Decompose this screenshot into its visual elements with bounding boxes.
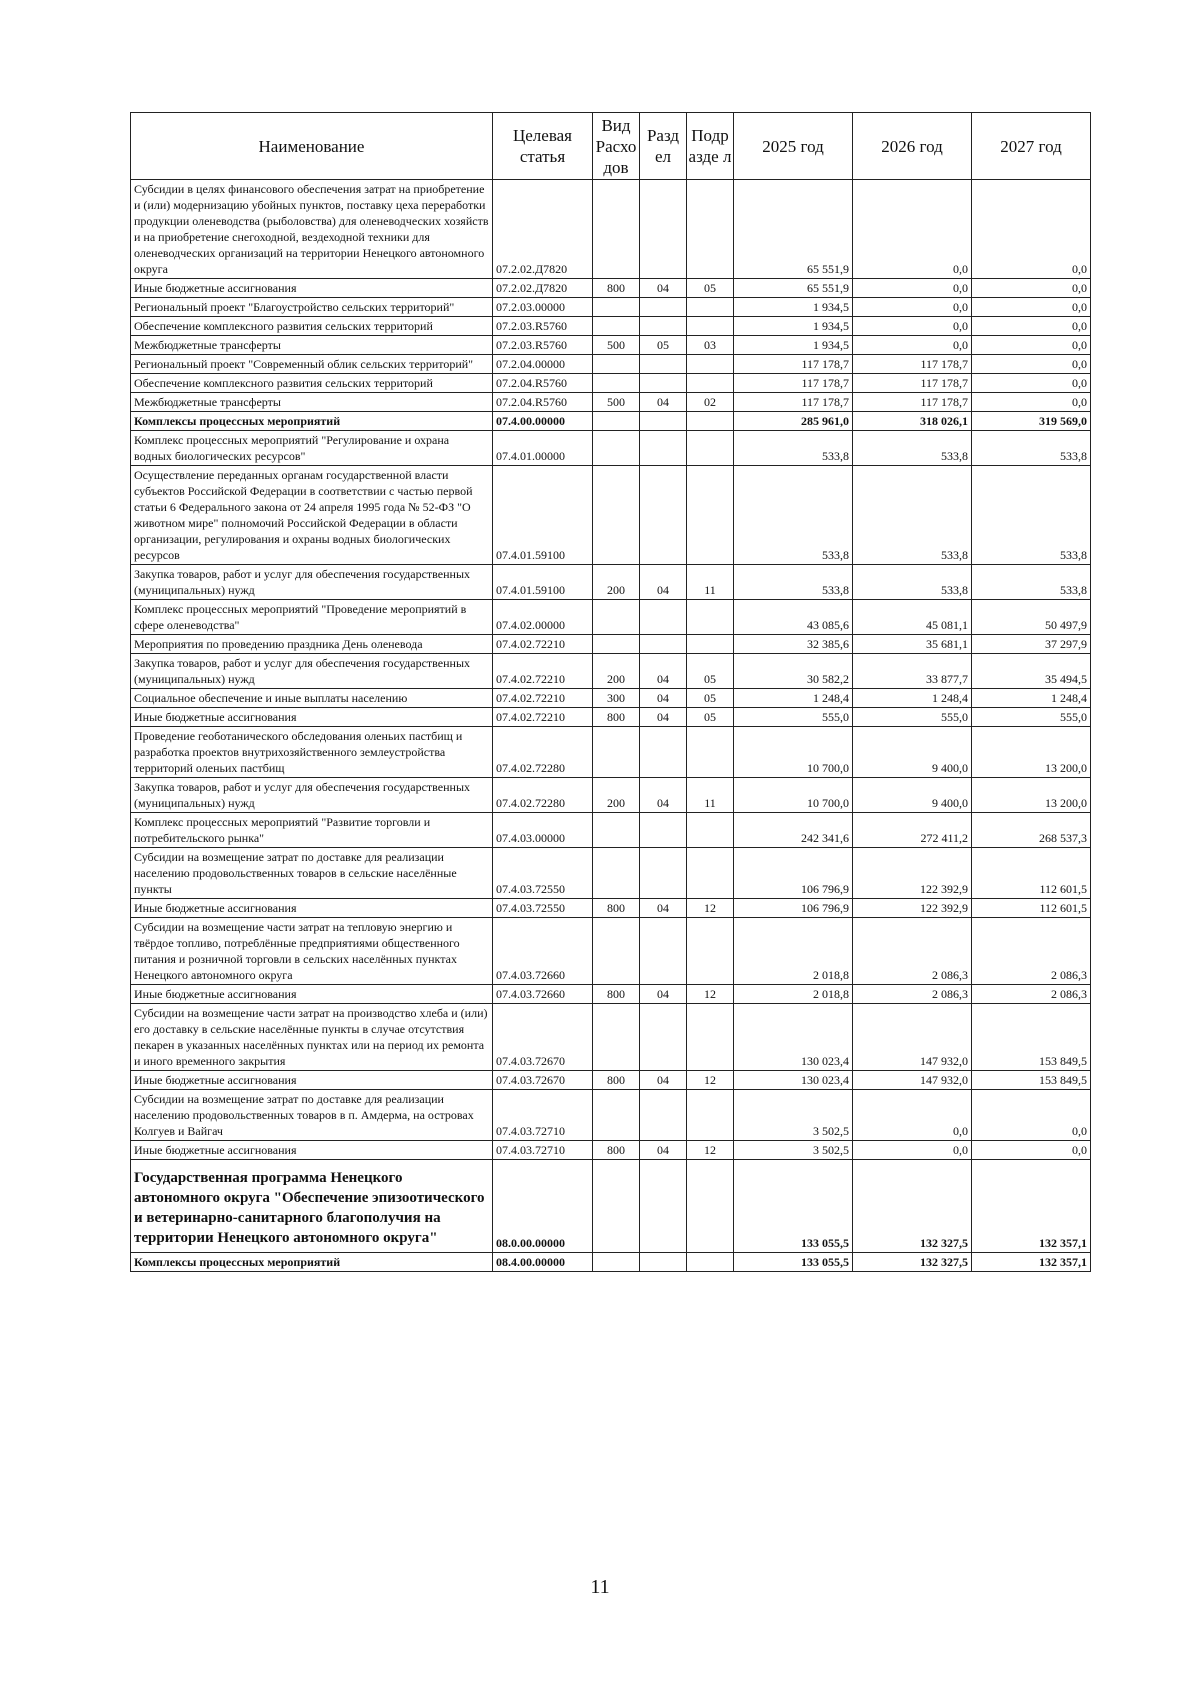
row-section-cell: 04 [640,1141,687,1160]
row-target-article-cell: 07.4.02.72210 [493,635,593,654]
row-target-article-cell: 07.4.03.72670 [493,1004,593,1071]
row-amount-2026-cell: 45 081,1 [853,600,972,635]
row-target-article-cell: 07.4.01.00000 [493,431,593,466]
row-amount-2027-cell: 0,0 [972,279,1091,298]
row-amount-2027-cell: 0,0 [972,298,1091,317]
row-subsection-cell [687,600,734,635]
row-name-cell: Государственная программа Ненецкого автономного округа "Обеспечение эпизоотического и ветеринарно-санитарного благополучия на территории Ненецкого автономного округа" [131,1160,493,1253]
row-name-cell: Субсидии на возмещение части затрат на производство хлеба и (или) его доставку в сельские населённые пункты в случае отсутствия пекарен в указанных населённых пунктах или на период их ремонта и иного временного закрытия [131,1004,493,1071]
row-expense-type-cell [593,1253,640,1272]
row-amount-2026-cell: 147 932,0 [853,1071,972,1090]
row-section-cell [640,180,687,279]
table-row [131,918,1091,985]
row-amount-2027-cell: 533,8 [972,466,1091,565]
row-section-cell [640,466,687,565]
row-target-article-cell: 07.2.04.00000 [493,355,593,374]
row-subsection-cell: 05 [687,689,734,708]
row-name-cell: Комплексы процессных мероприятий [131,412,493,431]
table-row [131,336,1091,355]
row-target-article-cell: 07.4.01.59100 [493,565,593,600]
row-section-cell: 04 [640,899,687,918]
table-row [131,635,1091,654]
row-amount-2026-cell: 33 877,7 [853,654,972,689]
row-amount-2025-cell: 2 018,8 [734,985,853,1004]
row-expense-type-cell [593,298,640,317]
row-expense-type-cell [593,466,640,565]
row-subsection-cell: 11 [687,565,734,600]
row-subsection-cell [687,1160,734,1253]
table-row [131,393,1091,412]
row-expense-type-cell [593,412,640,431]
row-amount-2025-cell: 130 023,4 [734,1071,853,1090]
row-name-cell: Субсидии на возмещение затрат по доставке для реализации населению продовольственных товаров в сельские населённые пункты [131,848,493,899]
table-row [131,298,1091,317]
row-amount-2027-cell: 153 849,5 [972,1071,1091,1090]
row-target-article-cell: 07.4.03.72710 [493,1090,593,1141]
table-row [131,412,1091,431]
row-name-cell: Региональный проект "Современный облик сельских территорий" [131,355,493,374]
table-row [131,727,1091,778]
row-subsection-cell [687,727,734,778]
row-subsection-cell [687,412,734,431]
row-target-article-cell: 07.4.03.72670 [493,1071,593,1090]
row-amount-2027-cell: 555,0 [972,708,1091,727]
row-expense-type-cell [593,355,640,374]
header-target-article: Целевая статья [493,113,593,180]
header-expense-type: Вид Расхо дов [593,113,640,180]
row-section-cell [640,412,687,431]
row-subsection-cell: 05 [687,279,734,298]
row-expense-type-cell [593,374,640,393]
row-amount-2026-cell: 0,0 [853,1141,972,1160]
row-name-cell: Осуществление переданных органам государственной власти субъектов Российской Федерации в соответствии с частью первой статьи 6 Федерального закона от 24 апреля 1995 года № 52-ФЗ "О животном мире" полномочий Российской Федерации в области организации, регулирования и охраны водных биологических ресурсов [131,466,493,565]
row-expense-type-cell [593,180,640,279]
row-section-cell [640,431,687,466]
row-expense-type-cell: 800 [593,279,640,298]
row-section-cell [640,355,687,374]
row-section-cell [640,1004,687,1071]
row-amount-2027-cell: 319 569,0 [972,412,1091,431]
row-amount-2027-cell: 35 494,5 [972,654,1091,689]
row-amount-2026-cell: 2 086,3 [853,918,972,985]
row-subsection-cell [687,317,734,336]
row-name-cell: Комплекс процессных мероприятий "Развитие торговли и потребительского рынка" [131,813,493,848]
row-name-cell: Обеспечение комплексного развития сельских территорий [131,374,493,393]
table-row [131,813,1091,848]
row-name-cell: Социальное обеспечение и иные выплаты населению [131,689,493,708]
row-amount-2025-cell: 130 023,4 [734,1004,853,1071]
row-target-article-cell: 07.2.03.R5760 [493,336,593,355]
row-name-cell: Иные бюджетные ассигнования [131,1071,493,1090]
table-row [131,431,1091,466]
row-amount-2027-cell: 0,0 [972,1090,1091,1141]
row-target-article-cell: 07.2.04.R5760 [493,374,593,393]
row-amount-2026-cell: 0,0 [853,298,972,317]
table-row [131,317,1091,336]
row-name-cell: Иные бюджетные ассигнования [131,708,493,727]
row-amount-2027-cell: 112 601,5 [972,899,1091,918]
row-amount-2026-cell: 555,0 [853,708,972,727]
row-amount-2025-cell: 2 018,8 [734,918,853,985]
row-target-article-cell: 07.4.03.72550 [493,899,593,918]
row-amount-2026-cell: 9 400,0 [853,727,972,778]
table-row [131,374,1091,393]
row-target-article-cell: 07.2.03.00000 [493,298,593,317]
row-amount-2027-cell: 0,0 [972,180,1091,279]
row-target-article-cell: 07.4.03.72550 [493,848,593,899]
row-subsection-cell [687,1090,734,1141]
row-amount-2025-cell: 533,8 [734,431,853,466]
row-amount-2025-cell: 43 085,6 [734,600,853,635]
row-amount-2025-cell: 285 961,0 [734,412,853,431]
row-expense-type-cell [593,635,640,654]
page-number: 11 [590,1576,610,1598]
row-name-cell: Комплекс процессных мероприятий "Проведение мероприятий в сфере оленеводства" [131,600,493,635]
row-expense-type-cell: 800 [593,1071,640,1090]
row-subsection-cell [687,431,734,466]
row-amount-2025-cell: 1 934,5 [734,317,853,336]
row-amount-2025-cell: 1 934,5 [734,298,853,317]
row-section-cell: 04 [640,279,687,298]
row-amount-2026-cell: 0,0 [853,317,972,336]
row-subsection-cell [687,918,734,985]
row-amount-2027-cell: 132 357,1 [972,1253,1091,1272]
row-amount-2027-cell: 0,0 [972,1141,1091,1160]
row-subsection-cell [687,466,734,565]
table-body [131,180,1091,1272]
row-amount-2025-cell: 32 385,6 [734,635,853,654]
row-name-cell: Субсидии в целях финансового обеспечения затрат на приобретение и (или) модернизацию убойных пунктов, поставку цеха переработки продукции оленеводства (рыболовства) для оленеводческих хозяйств и на приобретение снегоходной, вездеходной техники для оленеводческих организаций на территории Ненецкого автономного округа [131,180,493,279]
row-subsection-cell: 05 [687,654,734,689]
row-section-cell: 05 [640,336,687,355]
table-row [131,654,1091,689]
table-row [131,180,1091,279]
row-expense-type-cell: 800 [593,708,640,727]
row-amount-2025-cell: 533,8 [734,466,853,565]
row-section-cell [640,1160,687,1253]
row-amount-2027-cell: 112 601,5 [972,848,1091,899]
row-subsection-cell: 11 [687,778,734,813]
row-amount-2025-cell: 555,0 [734,708,853,727]
row-target-article-cell: 07.4.00.00000 [493,412,593,431]
row-amount-2026-cell: 117 178,7 [853,355,972,374]
row-section-cell: 04 [640,778,687,813]
row-section-cell [640,813,687,848]
row-amount-2026-cell: 132 327,5 [853,1253,972,1272]
row-amount-2026-cell: 132 327,5 [853,1160,972,1253]
row-name-cell: Обеспечение комплексного развития сельских территорий [131,317,493,336]
table-row [131,899,1091,918]
row-expense-type-cell: 800 [593,899,640,918]
row-amount-2025-cell: 65 551,9 [734,279,853,298]
table-row [131,689,1091,708]
row-expense-type-cell: 200 [593,778,640,813]
row-expense-type-cell: 200 [593,654,640,689]
row-name-cell: Региональный проект "Благоустройство сельских территорий" [131,298,493,317]
table-row [131,600,1091,635]
row-target-article-cell: 07.4.03.00000 [493,813,593,848]
row-amount-2027-cell: 533,8 [972,431,1091,466]
table-row [131,1071,1091,1090]
header-year-2027: 2027 год [972,113,1091,180]
row-amount-2026-cell: 2 086,3 [853,985,972,1004]
row-amount-2026-cell: 318 026,1 [853,412,972,431]
row-amount-2025-cell: 30 582,2 [734,654,853,689]
row-section-cell [640,317,687,336]
row-expense-type-cell [593,1160,640,1253]
row-amount-2025-cell: 106 796,9 [734,848,853,899]
row-section-cell [640,727,687,778]
table-row [131,279,1091,298]
table-row [131,1141,1091,1160]
row-subsection-cell: 12 [687,899,734,918]
row-amount-2027-cell: 13 200,0 [972,727,1091,778]
row-expense-type-cell: 300 [593,689,640,708]
row-target-article-cell: 07.4.02.72210 [493,708,593,727]
header-year-2026: 2026 год [853,113,972,180]
row-target-article-cell: 08.0.00.00000 [493,1160,593,1253]
row-section-cell [640,918,687,985]
row-amount-2025-cell: 10 700,0 [734,727,853,778]
header-subsection: Подр азде л [687,113,734,180]
row-expense-type-cell [593,727,640,778]
table-row [131,466,1091,565]
row-amount-2027-cell: 50 497,9 [972,600,1091,635]
row-subsection-cell [687,374,734,393]
row-amount-2025-cell: 10 700,0 [734,778,853,813]
row-amount-2027-cell: 0,0 [972,374,1091,393]
row-subsection-cell [687,355,734,374]
row-amount-2026-cell: 117 178,7 [853,374,972,393]
table-header-row [131,113,1091,180]
row-amount-2027-cell: 0,0 [972,355,1091,374]
row-subsection-cell: 12 [687,1071,734,1090]
row-subsection-cell [687,1253,734,1272]
row-subsection-cell [687,180,734,279]
row-target-article-cell: 07.2.02.Д7820 [493,279,593,298]
row-amount-2026-cell: 0,0 [853,1090,972,1141]
row-name-cell: Проведение геоботанического обследования оленьих пастбищ и разработка проектов внутрихозяйственного землеустройства территорий оленьих пастбищ [131,727,493,778]
row-amount-2026-cell: 533,8 [853,565,972,600]
table-row [131,355,1091,374]
row-amount-2025-cell: 1 248,4 [734,689,853,708]
row-amount-2026-cell: 122 392,9 [853,848,972,899]
row-target-article-cell: 07.4.02.72280 [493,727,593,778]
row-name-cell: Комплексы процессных мероприятий [131,1253,493,1272]
row-expense-type-cell [593,600,640,635]
row-amount-2025-cell: 133 055,5 [734,1253,853,1272]
row-section-cell: 04 [640,689,687,708]
row-amount-2027-cell: 153 849,5 [972,1004,1091,1071]
row-name-cell: Иные бюджетные ассигнования [131,279,493,298]
row-amount-2026-cell: 0,0 [853,279,972,298]
budget-table [130,112,1091,1272]
row-amount-2027-cell: 132 357,1 [972,1160,1091,1253]
row-name-cell: Субсидии на возмещение затрат по доставке для реализации населению продовольственных товаров в п. Амдерма, на островах Колгуев и Вайгач [131,1090,493,1141]
row-amount-2026-cell: 9 400,0 [853,778,972,813]
row-amount-2027-cell: 2 086,3 [972,918,1091,985]
row-target-article-cell: 07.4.02.72210 [493,689,593,708]
row-name-cell: Межбюджетные трансферты [131,336,493,355]
row-subsection-cell [687,848,734,899]
row-target-article-cell: 07.4.03.72660 [493,918,593,985]
row-subsection-cell: 03 [687,336,734,355]
row-amount-2025-cell: 3 502,5 [734,1141,853,1160]
row-section-cell [640,1253,687,1272]
row-amount-2025-cell: 1 934,5 [734,336,853,355]
row-name-cell: Закупка товаров, работ и услуг для обеспечения государственных (муниципальных) нужд [131,778,493,813]
row-amount-2025-cell: 133 055,5 [734,1160,853,1253]
row-amount-2025-cell: 533,8 [734,565,853,600]
row-expense-type-cell: 200 [593,565,640,600]
header-name: Наименование [131,113,493,180]
row-target-article-cell: 08.4.00.00000 [493,1253,593,1272]
row-amount-2026-cell: 35 681,1 [853,635,972,654]
row-amount-2027-cell: 37 297,9 [972,635,1091,654]
table-row [131,848,1091,899]
row-target-article-cell: 07.4.03.72710 [493,1141,593,1160]
row-target-article-cell: 07.4.02.00000 [493,600,593,635]
row-subsection-cell [687,298,734,317]
row-expense-type-cell [593,848,640,899]
row-name-cell: Закупка товаров, работ и услуг для обеспечения государственных (муниципальных) нужд [131,654,493,689]
row-subsection-cell [687,635,734,654]
row-amount-2026-cell: 533,8 [853,466,972,565]
row-section-cell: 04 [640,985,687,1004]
row-section-cell [640,600,687,635]
row-amount-2027-cell: 0,0 [972,393,1091,412]
header-section: Разд ел [640,113,687,180]
table-row [131,565,1091,600]
row-expense-type-cell [593,431,640,466]
row-name-cell: Субсидии на возмещение части затрат на тепловую энергию и твёрдое топливо, потреблённые предприятиями общественного питания и розничной торговли в сельских населённых пунктах Ненецкого автономного округа [131,918,493,985]
row-section-cell: 04 [640,565,687,600]
row-expense-type-cell: 800 [593,985,640,1004]
row-amount-2025-cell: 117 178,7 [734,393,853,412]
table-row [131,708,1091,727]
row-expense-type-cell: 800 [593,1141,640,1160]
row-target-article-cell: 07.2.02.Д7820 [493,180,593,279]
table-row [131,985,1091,1004]
row-amount-2027-cell: 533,8 [972,565,1091,600]
row-amount-2027-cell: 2 086,3 [972,985,1091,1004]
row-section-cell: 04 [640,654,687,689]
row-expense-type-cell: 500 [593,336,640,355]
row-amount-2027-cell: 0,0 [972,317,1091,336]
row-name-cell: Иные бюджетные ассигнования [131,985,493,1004]
row-target-article-cell: 07.4.01.59100 [493,466,593,565]
table-row [131,1253,1091,1272]
row-name-cell: Комплекс процессных мероприятий "Регулирование и охрана водных биологических ресурсов" [131,431,493,466]
row-name-cell: Межбюджетные трансферты [131,393,493,412]
row-amount-2026-cell: 272 411,2 [853,813,972,848]
row-amount-2026-cell: 117 178,7 [853,393,972,412]
row-name-cell: Иные бюджетные ассигнования [131,1141,493,1160]
row-expense-type-cell [593,918,640,985]
row-section-cell: 04 [640,393,687,412]
row-expense-type-cell [593,317,640,336]
row-amount-2026-cell: 122 392,9 [853,899,972,918]
row-section-cell [640,848,687,899]
row-name-cell: Закупка товаров, работ и услуг для обеспечения государственных (муниципальных) нужд [131,565,493,600]
row-section-cell [640,1090,687,1141]
row-target-article-cell: 07.2.04.R5760 [493,393,593,412]
row-subsection-cell [687,813,734,848]
row-amount-2027-cell: 0,0 [972,336,1091,355]
row-target-article-cell: 07.4.02.72280 [493,778,593,813]
row-amount-2026-cell: 0,0 [853,180,972,279]
row-amount-2025-cell: 106 796,9 [734,899,853,918]
row-section-cell: 04 [640,1071,687,1090]
row-expense-type-cell [593,1090,640,1141]
row-section-cell [640,298,687,317]
row-subsection-cell: 12 [687,1141,734,1160]
row-target-article-cell: 07.2.03.R5760 [493,317,593,336]
row-name-cell: Мероприятия по проведению праздника День оленевода [131,635,493,654]
row-amount-2026-cell: 1 248,4 [853,689,972,708]
row-name-cell: Иные бюджетные ассигнования [131,899,493,918]
row-amount-2025-cell: 3 502,5 [734,1090,853,1141]
row-expense-type-cell [593,1004,640,1071]
row-section-cell: 04 [640,708,687,727]
row-amount-2027-cell: 1 248,4 [972,689,1091,708]
row-target-article-cell: 07.4.03.72660 [493,985,593,1004]
row-amount-2027-cell: 13 200,0 [972,778,1091,813]
table-row [131,1090,1091,1141]
row-subsection-cell [687,1004,734,1071]
row-expense-type-cell: 500 [593,393,640,412]
row-subsection-cell: 05 [687,708,734,727]
row-amount-2026-cell: 0,0 [853,336,972,355]
row-amount-2027-cell: 268 537,3 [972,813,1091,848]
table-row [131,778,1091,813]
row-expense-type-cell [593,813,640,848]
row-section-cell [640,374,687,393]
row-amount-2025-cell: 242 341,6 [734,813,853,848]
header-year-2025: 2025 год [734,113,853,180]
row-amount-2026-cell: 147 932,0 [853,1004,972,1071]
table-row [131,1004,1091,1071]
row-target-article-cell: 07.4.02.72210 [493,654,593,689]
row-subsection-cell: 02 [687,393,734,412]
row-amount-2026-cell: 533,8 [853,431,972,466]
table-row [131,1160,1091,1253]
row-amount-2025-cell: 117 178,7 [734,355,853,374]
row-amount-2025-cell: 65 551,9 [734,180,853,279]
row-amount-2025-cell: 117 178,7 [734,374,853,393]
row-subsection-cell: 12 [687,985,734,1004]
row-section-cell [640,635,687,654]
